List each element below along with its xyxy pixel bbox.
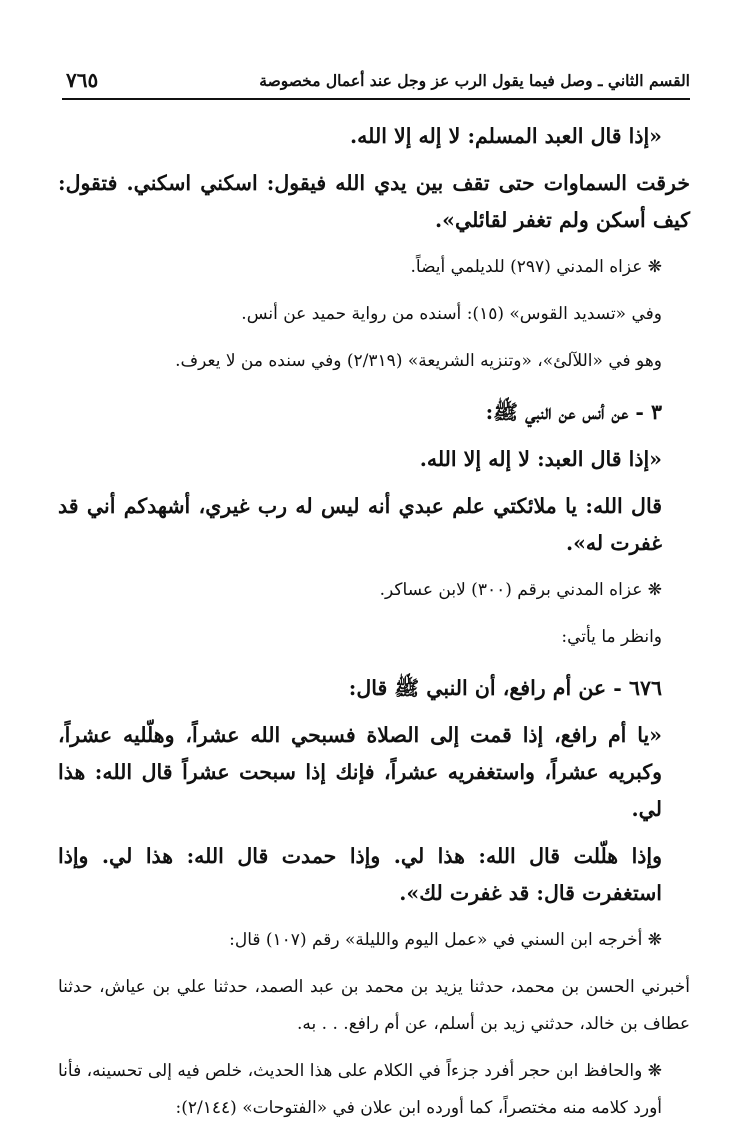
note-paragraph: وانظر ما يأتي:: [561, 627, 662, 647]
hadith-heading: ٦٧٦ - عن أم رافع، أن النبي ﷺ قال:: [348, 676, 662, 700]
hadith-line: «يا أم رافع، إذا قمت إلى الصلاة فسبحي الله عشراً، وهلّليه عشراً، وكبريه عشراً، واستغفريه عشراً، فإنك إذا سبحت عشراً قال الله: هذا لي.: [58, 723, 662, 821]
hadith-line: قال الله: يا ملائكتي علم عبدي أنه ليس له رب غيري، أشهدكم أني قد غفرت له».: [58, 494, 662, 555]
note-paragraph: ❋ عزاه المدني برقم (٣٠٠) لابن عساكر.: [379, 580, 662, 600]
note-paragraph: وهو في «اللآلئ»، «وتنزيه الشريعة» (٢/٣١٩) وفي سنده من لا يعرف.: [175, 351, 662, 371]
page-body: [58, 118, 690, 1137]
hadith-line: «إذا قال العبد: لا إله إلا الله.: [419, 447, 662, 471]
note-paragraph: ❋ والحافظ ابن حجر أفرد جزءاً في الكلام على هذا الحديث، خلص فيه إلى تحسينه، فأنا أورد كلامه منه مختصراً، كما أورده ابن علان في «الفتوحات» (٢/١٤٤):: [58, 1061, 662, 1118]
header-title: القسم الثاني ـ وصل فيما يقول الرب عز وجل عند أعمال مخصوصة: [259, 70, 690, 90]
note-paragraph: وفي «تسديد القوس» (١٥): أسنده من رواية حميد عن أنس.: [241, 304, 662, 324]
page-number: ٧٦٥: [66, 68, 99, 92]
hadith-heading: ٣ - عن أنس عن النبي ﷺ:: [485, 400, 662, 424]
hadith-line: وإذا هلّلت قال الله: هذا لي. وإذا حمدت قال الله: هذا لي. وإذا استغفرت قال: قد غفرت لك».: [58, 844, 662, 905]
note-paragraph: ❋ أخرجه ابن السني في «عمل اليوم والليلة» رقم (١٠٧) قال:: [229, 930, 662, 950]
hadith-line: «إذا قال العبد المسلم: لا إله إلا الله.: [350, 124, 662, 148]
note-paragraph: ❋ عزاه المدني (٢٩٧) للديلمي أيضاً.: [410, 257, 662, 277]
isnad-paragraph: أخبرني الحسن بن محمد، حدثنا يزيد بن محمد بن عبد الصمد، حدثنا علي بن عياش، حدثنا عطاف بن خالد، حدثني زيد بن أسلم، عن أم رافع. . . به.: [58, 977, 690, 1034]
running-header: [62, 62, 690, 100]
hadith-line: خرقت السماوات حتى تقف بين يدي الله فيقول: اسكني اسكني. فتقول: كيف أسكن ولم تغفر لقائلي».: [58, 171, 690, 232]
